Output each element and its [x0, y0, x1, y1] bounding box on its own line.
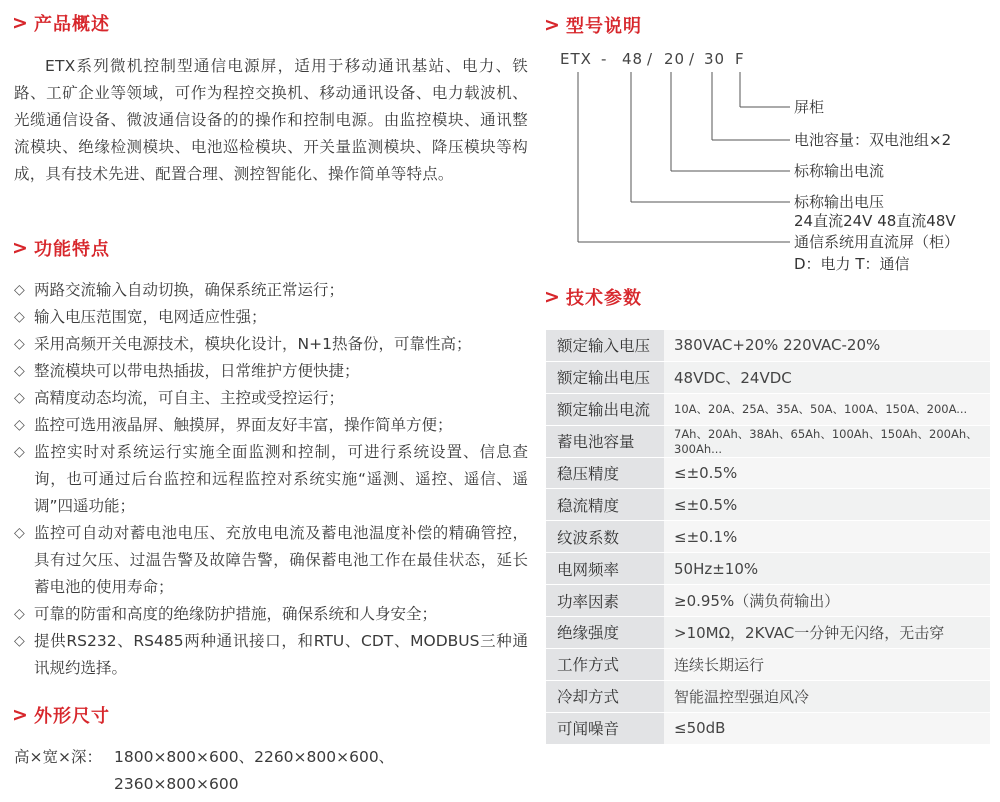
diamond-bullet-icon: ◇	[14, 390, 25, 406]
list-item: ◇ 输入电压范围宽，电网适应性强；	[14, 304, 528, 331]
model-label-voltage-options: 24直流24V 48直流48V	[794, 212, 956, 230]
diamond-bullet-icon: ◇	[14, 444, 25, 460]
param-value: 智能温控型强迫风冷	[664, 680, 990, 712]
model-label-series-types: D：电力 T：通信	[794, 255, 910, 273]
model-label-cabinet: 屏柜	[794, 98, 825, 116]
dimensions-label: 高×宽×深：	[14, 748, 102, 766]
section-model-header	[544, 12, 642, 38]
section-title: 技术参数	[566, 288, 642, 309]
list-item: ◇ 采用高频开关电源技术，模块化设计，N+1热备份，可靠性高；	[14, 331, 528, 358]
param-key: 蓄电池容量	[546, 425, 664, 457]
list-item: ◇ 监控可选用液晶屏、触摸屏，界面友好丰富，操作简单方便；	[14, 412, 528, 439]
param-value: 连续长期运行	[664, 648, 990, 680]
section-title: 型号说明	[566, 16, 642, 37]
diamond-bullet-icon: ◇	[14, 309, 25, 325]
section-dimensions-header	[12, 702, 110, 728]
table-row	[546, 425, 990, 457]
table-row	[546, 330, 990, 361]
model-code-cabinet: F	[735, 50, 745, 68]
table-row	[546, 457, 990, 489]
overview-paragraph: ETX系列微机控制型通信电源屏，适用于移动通讯基站、电力、铁路、工矿企业等领域，可作为程控交换机、移动通讯设备、电力载波机、光缆通信设备、微波通信设备的的操作和控制电源。由监控模块、通讯整流模块、绝缘检测模块、电池巡检模块、开关量监测模块、降压模块等构成，具有技术先进、配置合理、测控智能化、操作简单等特点。	[14, 57, 528, 183]
chevron-right-icon: >	[544, 286, 560, 308]
list-item: ◇ 整流模块可以带电热插拔，日常维护方便快捷；	[14, 358, 528, 385]
model-code-current: 20	[664, 50, 686, 68]
param-value: 10A、20A、25A、35A、50A、100A、150A、200A...	[664, 393, 990, 425]
diamond-bullet-icon: ◇	[14, 336, 25, 352]
param-value: >10MΩ，2KVAC一分钟无闪络，无击穿	[664, 617, 990, 649]
model-code-voltage: 48	[622, 50, 644, 68]
diamond-bullet-icon: ◇	[14, 525, 25, 541]
model-code-separator: /	[647, 50, 654, 68]
chevron-right-icon: >	[12, 237, 28, 259]
list-item: ◇ 监控可自动对蓄电池电压、充放电电流及蓄电池温度补偿的精确管控，具有过欠压、过温告警及故障告警，确保蓄电池工作在最佳状态，延长蓄电池的使用寿命；	[14, 520, 528, 601]
model-code-diagram	[546, 50, 986, 280]
table-row	[546, 648, 990, 680]
table-row	[546, 617, 990, 649]
chevron-right-icon: >	[12, 12, 28, 34]
section-overview-header	[12, 10, 110, 36]
chevron-right-icon: >	[12, 704, 28, 726]
diamond-bullet-icon: ◇	[14, 633, 25, 649]
section-features-header	[12, 235, 110, 261]
model-label-output-current: 标称输出电流	[794, 162, 885, 180]
table-row	[546, 712, 990, 744]
table-row	[546, 585, 990, 617]
param-key: 可闻噪音	[546, 712, 664, 744]
diamond-bullet-icon: ◇	[14, 417, 25, 433]
model-code-battery: 30	[704, 50, 726, 68]
table-row	[546, 553, 990, 585]
param-value: 380VAC+20% 220VAC-20%	[664, 330, 990, 361]
section-title: 功能特点	[34, 239, 110, 260]
dimensions-line: 2360×800×600	[114, 775, 239, 793]
dimensions-line: 1800×800×600、2260×800×600、	[114, 748, 395, 766]
param-value: ≥0.95%（满负荷输出）	[664, 585, 990, 617]
param-value: 50Hz±10%	[664, 553, 990, 585]
param-key: 工作方式	[546, 648, 664, 680]
param-value: ≤±0.5%	[664, 489, 990, 521]
param-key: 纹波系数	[546, 521, 664, 553]
list-item: ◇ 高精度动态均流，可自主、主控或受控运行；	[14, 385, 528, 412]
feature-list	[14, 277, 528, 682]
param-key: 额定输出电压	[546, 361, 664, 393]
chevron-right-icon: >	[544, 14, 560, 36]
section-title: 产品概述	[34, 14, 110, 35]
param-value: ≤±0.1%	[664, 521, 990, 553]
model-label-output-voltage: 标称输出电压	[794, 193, 885, 211]
param-value: ≤50dB	[664, 712, 990, 744]
param-key: 电网频率	[546, 553, 664, 585]
section-title: 外形尺寸	[34, 706, 110, 727]
diamond-bullet-icon: ◇	[14, 363, 25, 379]
param-key: 额定输入电压	[546, 330, 664, 361]
table-row	[546, 489, 990, 521]
model-code-separator: -	[601, 50, 608, 68]
list-item: ◇ 两路交流输入自动切换，确保系统正常运行；	[14, 277, 528, 304]
list-item: ◇ 监控实时对系统运行实施全面监测和控制，可进行系统设置、信息查询，也可通过后台监控和远程监控对系统实施“遥测、遥控、遥信、遥调”四遥功能；	[14, 439, 528, 520]
param-value: 48VDC、24VDC	[664, 361, 990, 393]
dimensions-block	[14, 744, 394, 798]
model-code-series: ETX	[560, 50, 592, 68]
table-row	[546, 361, 990, 393]
param-key: 稳压精度	[546, 457, 664, 489]
param-key: 冷却方式	[546, 680, 664, 712]
param-value: 7Ah、20Ah、38Ah、65Ah、100Ah、150Ah、200Ah、300Ah...	[664, 425, 990, 457]
param-key: 额定输出电流	[546, 393, 664, 425]
table-row	[546, 393, 990, 425]
param-key: 稳流精度	[546, 489, 664, 521]
param-value: ≤±0.5%	[664, 457, 990, 489]
model-code-separator: /	[689, 50, 696, 68]
diamond-bullet-icon: ◇	[14, 282, 25, 298]
tech-params-table	[546, 330, 990, 745]
param-key: 功率因素	[546, 585, 664, 617]
table-row	[546, 680, 990, 712]
param-key: 绝缘强度	[546, 617, 664, 649]
model-label-series: 通信系统用直流屏（柜）	[794, 233, 960, 251]
diamond-bullet-icon: ◇	[14, 606, 25, 622]
list-item: ◇ 可靠的防雷和高度的绝缘防护措施，确保系统和人身安全；	[14, 601, 528, 628]
list-item: ◇ 提供RS232、RS485两种通讯接口，和RTU、CDT、MODBUS三种通讯规约选择。	[14, 628, 528, 682]
section-params-header	[544, 284, 642, 310]
table-row	[546, 521, 990, 553]
model-label-battery: 电池容量：双电池组×2	[794, 131, 952, 149]
